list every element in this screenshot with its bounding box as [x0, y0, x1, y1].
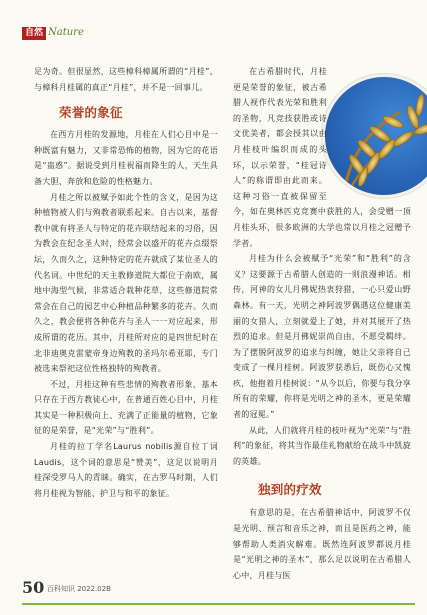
paragraph: 有意思的是，在古希腊神话中，阿波罗不仅是光明、预言和音乐之神，而且是医药之神，能够帮助人类消灾解难。既然连阿波罗都说月桂是“光明之神的圣木”，那么足以说明在古希腊人心中，月桂与医	[233, 508, 411, 580]
footer-rule	[22, 603, 415, 605]
paragraph: 月桂为什么会被赋予“光荣”和“胜利”的含义？这要源于古希腊人创造的一则浪漫神话。相传，河神的女儿月佛妮热衷狩猎，一心只爱山野森林。有一天，光明之神阿波罗偶遇这位健康美丽的女猎人，立刻就爱上了她，并对其展开了热烈的追求。但是月佛妮崇尚自由，不愿受羁绊。为了摆脱阿波罗的追求与纠缠，她让父亲将自己变成了一棵月桂树。阿波罗获悉后，既伤心又愧疚，他抱着月桂树说：“从今以后，你要与我分享所有的荣耀，你将是光明之神的圣木，更是荣耀者的冠冕。”	[233, 254, 411, 420]
publication-info: 百科知识 2022.02B	[47, 585, 111, 593]
photo-wrap-space	[327, 64, 411, 196]
page-number: 50	[22, 578, 45, 597]
paragraph: 不过，月桂这种有些悲情的殉教者形象，基本只存在于西方教徒心中，在普通百姓心目中，月桂其实是一种积极向上、充满了正能量的植物，它象征的是荣誉，是“光荣”与“胜利”。	[34, 379, 218, 436]
page-footer	[22, 574, 412, 604]
section-heading: 独到的疗效	[258, 482, 322, 498]
paragraph: 从此，人们就将月桂的枝叶视为“光荣”与“胜利”的象征，将其当作最佳礼物献给在战斗中凯旋的英雄。	[233, 425, 411, 466]
section-badge: 自然	[22, 27, 46, 40]
paragraph: 月桂之所以被赋予如此个性的含义，是因为这种植物被人们与殉教者联系起来。自古以来，基督教中就有将圣人与特定的花卉联结起来的习俗，因为教会在纪念圣人时，经常会以盛开的花卉点缀祭坛，久而久之，这种特定的花卉就成了某位圣人的代名词。中世纪的天主教修道院大都位于南欧，属地中海型气候，非常适合栽种花草，这些修道院常常会在自己的园艺中心种植品种繁多的花卉。久而久之，教会便将各种花卉与圣人一一对应起来，形成所谓的花历。其中，月桂所对应的是四世纪时在北非迪奥克雷蒙帝身边殉教的圣玛尔希亚耶，专门被选来祭祀这位性格独特的殉教者。	[34, 192, 218, 374]
paragraph: 月桂的拉丁学名Laurus nobilis源自拉丁词Laudis，这个词的意思是“赞美”，这足以说明月桂深受罗马人的青睐。确实，在古罗马时期，人们将月桂视为智能、护卫与和平的象征。	[34, 442, 218, 498]
paragraph: 在西方月桂的发源地，月桂在人们心目中是一种既富有魅力，又非常恐怖的植物，因为它的花语是“蛊惑”。据说受到月桂祝福而降生的人，天生具备大胆、奔放和危险的性格魅力。	[34, 130, 218, 186]
paragraph: 足为奇。但很显然，这些樟科樟属所谓的“月桂”，与樟科月桂属的真正“月桂”，并不是一回事儿。	[34, 67, 218, 92]
section-heading: 荣誉的象征	[59, 105, 123, 121]
top-header	[0, 0, 427, 48]
section-label-en: Nature	[48, 27, 84, 38]
paragraph: 在古希腊时代，月桂更是荣誉的象征，被古希腊人视作代表光荣和胜利的圣物，凡竞技获胜或诗文优美者，都会授其以由月桂枝叶编织而成的头环，以示荣誉，“桂冠诗人”的称谓即由此而来。这种习俗一直被保留至今，如在奥林匹克竞赛中获胜的人，会受赠一顶月桂头环，很多欧洲的大学也常以月桂之冠赠予学者。	[233, 67, 411, 248]
left-column	[34, 64, 218, 501]
right-column	[233, 64, 411, 583]
